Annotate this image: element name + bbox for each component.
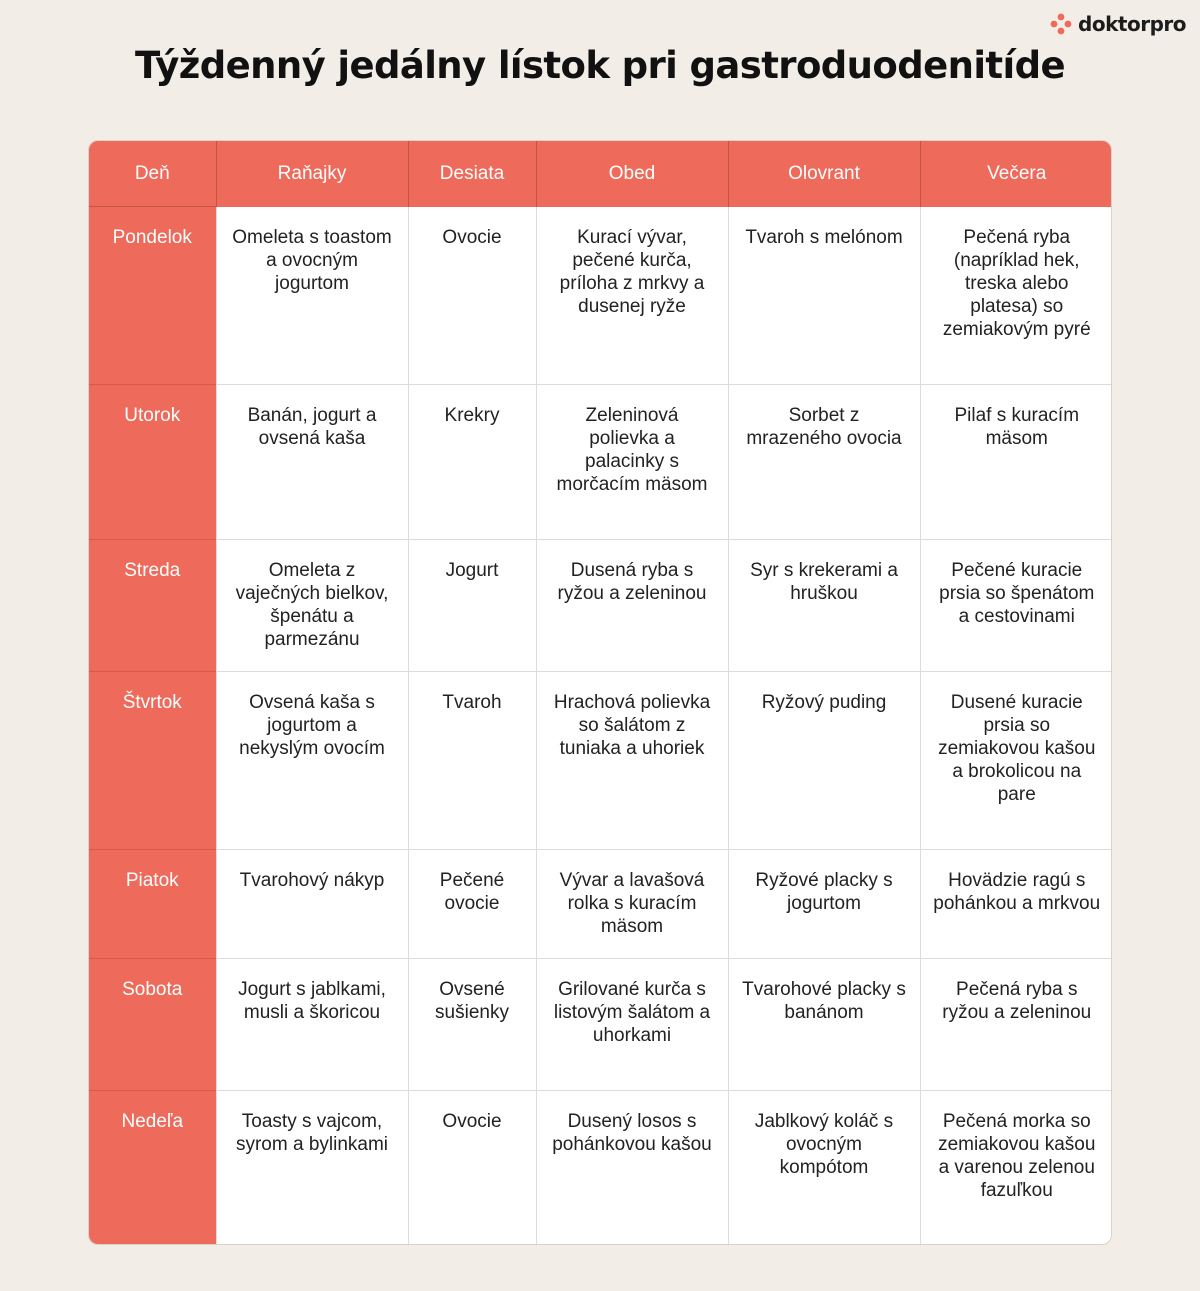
day-cell: Pondelok bbox=[89, 207, 216, 385]
brand-logo bbox=[1050, 12, 1186, 36]
header-lunch: Obed bbox=[536, 141, 728, 207]
afternoon-snack-cell: Jablkový koláč s ovocným kompótom bbox=[728, 1091, 920, 1246]
lunch-cell: Dusená ryba s ryžou a zeleninou bbox=[536, 540, 728, 672]
afternoon-snack-cell: Syr s krekerami a hruškou bbox=[728, 540, 920, 672]
day-cell: Utorok bbox=[89, 385, 216, 540]
header-breakfast: Raňajky bbox=[216, 141, 408, 207]
morning-snack-cell: Ovocie bbox=[408, 207, 536, 385]
morning-snack-cell: Jogurt bbox=[408, 540, 536, 672]
afternoon-snack-cell: Sorbet z mrazeného ovocia bbox=[728, 385, 920, 540]
breakfast-cell: Jogurt s jablkami, musli a škoricou bbox=[216, 959, 408, 1091]
table-row bbox=[89, 385, 1112, 540]
afternoon-snack-cell: Ryžové placky s jogurtom bbox=[728, 850, 920, 959]
breakfast-cell: Omeleta z vaječných bielkov, špenátu a parmezánu bbox=[216, 540, 408, 672]
header-morning-snack: Desiata bbox=[408, 141, 536, 207]
table-header-row bbox=[89, 141, 1112, 207]
lunch-cell: Zeleninová polievka a palacinky s morčacím mäsom bbox=[536, 385, 728, 540]
dinner-cell: Pečená morka so zemiakovou kašou a varenou zelenou fazuľkou bbox=[920, 1091, 1112, 1246]
morning-snack-cell: Pečené ovocie bbox=[408, 850, 536, 959]
table-row bbox=[89, 207, 1112, 385]
lunch-cell: Kurací vývar, pečené kurča, príloha z mrkvy a dusenej ryže bbox=[536, 207, 728, 385]
day-cell: Nedeľa bbox=[89, 1091, 216, 1246]
table-row bbox=[89, 959, 1112, 1091]
day-cell: Sobota bbox=[89, 959, 216, 1091]
afternoon-snack-cell: Tvaroh s melónom bbox=[728, 207, 920, 385]
morning-snack-cell: Ovocie bbox=[408, 1091, 536, 1246]
brand-name: doktorpro bbox=[1078, 12, 1186, 36]
dinner-cell: Pečená ryba s ryžou a zeleninou bbox=[920, 959, 1112, 1091]
dinner-cell: Dusené kuracie prsia so zemiakovou kašou a brokolicou na pare bbox=[920, 672, 1112, 850]
lunch-cell: Dusený losos s pohánkovou kašou bbox=[536, 1091, 728, 1246]
lunch-cell: Vývar a lavašová rolka s kuracím mäsom bbox=[536, 850, 728, 959]
table-row bbox=[89, 1091, 1112, 1246]
breakfast-cell: Toasty s vajcom, syrom a bylinkami bbox=[216, 1091, 408, 1246]
header-dinner: Večera bbox=[920, 141, 1112, 207]
table-row bbox=[89, 850, 1112, 959]
dinner-cell: Pilaf s kuracím mäsom bbox=[920, 385, 1112, 540]
day-cell: Piatok bbox=[89, 850, 216, 959]
lunch-cell: Hrachová polievka so šalátom z tuniaka a uhoriek bbox=[536, 672, 728, 850]
header-afternoon-snack: Olovrant bbox=[728, 141, 920, 207]
table-row bbox=[89, 540, 1112, 672]
morning-snack-cell: Tvaroh bbox=[408, 672, 536, 850]
morning-snack-cell: Ovsené sušienky bbox=[408, 959, 536, 1091]
afternoon-snack-cell: Tvarohové placky s banánom bbox=[728, 959, 920, 1091]
dinner-cell: Hovädzie ragú s pohánkou a mrkvou bbox=[920, 850, 1112, 959]
breakfast-cell: Omeleta s toastom a ovocným jogurtom bbox=[216, 207, 408, 385]
breakfast-cell: Ovsená kaša s jogurtom a nekyslým ovocím bbox=[216, 672, 408, 850]
meal-plan-table bbox=[88, 140, 1112, 1245]
plus-dots-icon bbox=[1050, 13, 1072, 35]
dinner-cell: Pečená ryba (napríklad hek, treska alebo platesa) so zemiakovým pyré bbox=[920, 207, 1112, 385]
breakfast-cell: Tvarohový nákyp bbox=[216, 850, 408, 959]
dinner-cell: Pečené kuracie prsia so špenátom a cestovinami bbox=[920, 540, 1112, 672]
day-cell: Štvrtok bbox=[89, 672, 216, 850]
morning-snack-cell: Krekry bbox=[408, 385, 536, 540]
header-day: Deň bbox=[89, 141, 216, 207]
lunch-cell: Grilované kurča s listovým šalátom a uhorkami bbox=[536, 959, 728, 1091]
afternoon-snack-cell: Ryžový puding bbox=[728, 672, 920, 850]
breakfast-cell: Banán, jogurt a ovsená kaša bbox=[216, 385, 408, 540]
page-title: Týždenný jedálny lístok pri gastroduodenitíde bbox=[135, 44, 1065, 87]
day-cell: Streda bbox=[89, 540, 216, 672]
table-row bbox=[89, 672, 1112, 850]
